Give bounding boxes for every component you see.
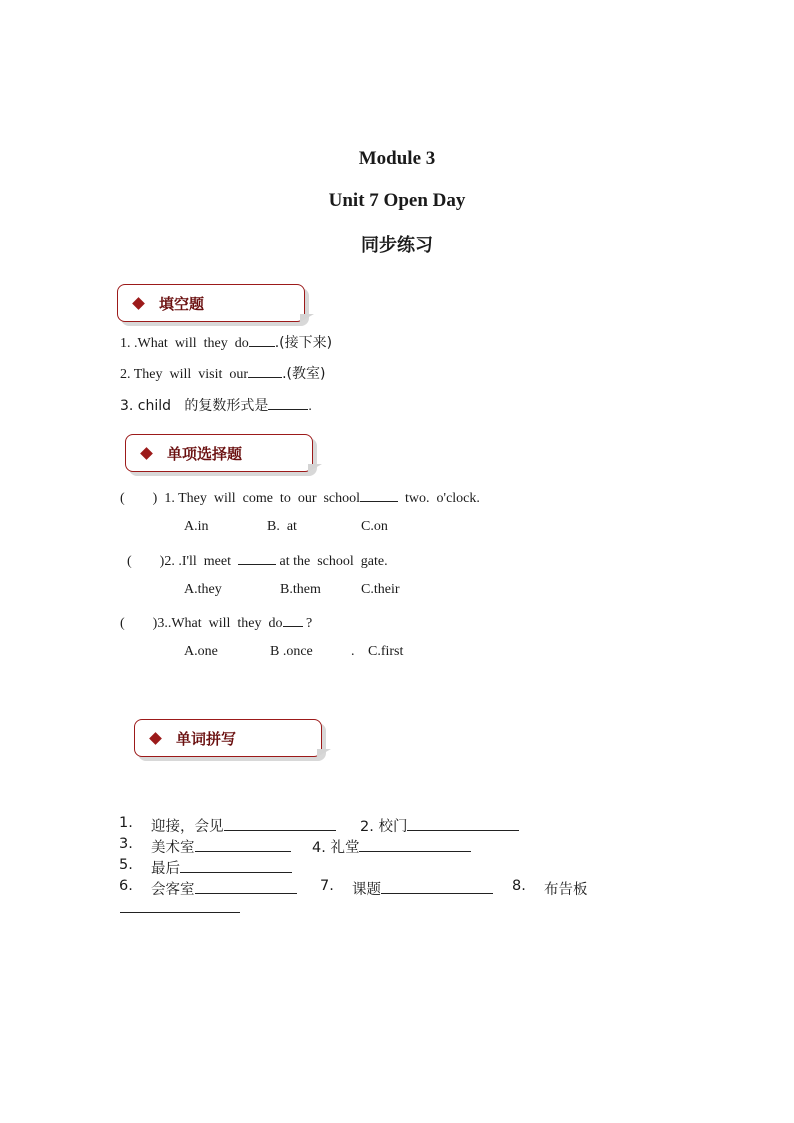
vocab-number: 6. <box>119 878 133 894</box>
vocab-word: 课题 <box>352 882 381 898</box>
vocab-word: 2. 校门 <box>360 819 408 835</box>
choice-q3-stem-end: ? <box>302 616 313 631</box>
answer-blank[interactable] <box>249 333 275 347</box>
choice-q3-option-a[interactable]: A.one <box>184 644 218 659</box>
vocab-word: 会客室 <box>151 882 195 898</box>
vocab-item-1 <box>151 815 336 836</box>
vocab-item-2 <box>360 815 519 836</box>
answer-blank[interactable] <box>359 838 471 852</box>
vocab-item-6 <box>151 878 297 899</box>
section-header-choice <box>125 434 313 472</box>
choice-q1-option-b[interactable]: B. at <box>267 519 297 534</box>
vocab-number: 1. <box>119 815 133 831</box>
diamond-icon <box>132 297 145 310</box>
answer-blank[interactable] <box>360 488 398 502</box>
choice-q2-option-b[interactable]: B.them <box>280 582 321 597</box>
vocab-item-3 <box>151 836 291 857</box>
unit-title: Unit 7 Open Day <box>328 190 466 211</box>
choice-q1-option-c[interactable]: C.on <box>361 519 388 534</box>
choice-question-3 <box>120 613 312 632</box>
section-title-spelling: 单词拼写 <box>176 729 237 748</box>
choice-question-1 <box>120 488 480 507</box>
choice-q3-option-b[interactable]: B .once <box>270 644 313 659</box>
choice-q3-option-c[interactable]: C.first <box>368 644 404 659</box>
vocab-number: 8. <box>512 878 526 894</box>
choice-q1-stem-end: two. o'clock. <box>398 491 480 506</box>
fill-question-2 <box>120 363 325 383</box>
vocab-word: 美术室 <box>151 840 195 856</box>
choice-question-2 <box>127 551 388 570</box>
section-tail-spelling <box>317 749 331 757</box>
subtitle: 同步练习 <box>361 235 433 256</box>
answer-blank[interactable] <box>195 880 297 894</box>
vocab-number: 3. <box>119 836 133 852</box>
fill-question-1 <box>120 332 332 352</box>
choice-q3-stray-dot: . <box>351 644 355 659</box>
answer-blank[interactable] <box>407 817 519 831</box>
fill-q3-text: 3. child 的复数形式是 <box>120 398 269 414</box>
section-header-spelling <box>134 719 322 757</box>
answer-blank[interactable] <box>180 859 292 873</box>
module-title: Module 3 <box>358 148 436 169</box>
section-title-fill: 填空题 <box>159 294 205 313</box>
section-tail-choice <box>308 464 322 472</box>
choice-q2-stem: ( )2. .I'll meet <box>127 554 238 569</box>
fill-q2-text: 2. They will visit our <box>120 367 249 382</box>
vocab-word: 迎接，会见 <box>151 819 224 835</box>
answer-blank[interactable] <box>381 880 493 894</box>
answer-blank[interactable] <box>268 396 308 410</box>
fill-q2-hint: .(教室) <box>282 366 326 382</box>
answer-blank[interactable] <box>283 613 303 627</box>
fill-q3-end: . <box>308 399 312 414</box>
diamond-icon <box>140 447 153 460</box>
choice-q1-stem: ( ) 1. They will come to our school <box>120 491 361 506</box>
diamond-icon <box>149 732 162 745</box>
answer-blank[interactable] <box>224 817 336 831</box>
section-header-fill <box>117 284 305 322</box>
vocab-item-4 <box>312 836 471 857</box>
section-tail-fill <box>300 314 314 322</box>
vocab-word: 4. 礼堂 <box>312 840 360 856</box>
vocab-item-8: 布告板 <box>544 882 588 898</box>
choice-q2-option-a[interactable]: A.they <box>184 582 222 597</box>
vocab-number: 5. <box>119 857 133 873</box>
fill-question-3 <box>120 395 312 415</box>
answer-blank[interactable] <box>238 551 276 565</box>
vocab-item-5 <box>151 857 292 878</box>
choice-q2-option-c[interactable]: C.their <box>361 582 400 597</box>
answer-blank[interactable] <box>248 364 282 378</box>
choice-q3-stem: ( )3..What will they do <box>120 616 283 631</box>
vocab-number: 7. <box>320 878 334 894</box>
choice-q1-option-a[interactable]: A.in <box>184 519 209 534</box>
fill-q1-text: 1. .What will they do <box>120 336 249 351</box>
fill-q1-hint: .(接下来) <box>274 335 333 351</box>
choice-q2-stem-end: at the school gate. <box>276 554 388 569</box>
answer-blank[interactable] <box>120 912 240 913</box>
vocab-item-7 <box>352 878 493 899</box>
section-title-choice: 单项选择题 <box>167 444 243 463</box>
answer-blank[interactable] <box>195 838 291 852</box>
vocab-word: 最后 <box>151 861 180 877</box>
